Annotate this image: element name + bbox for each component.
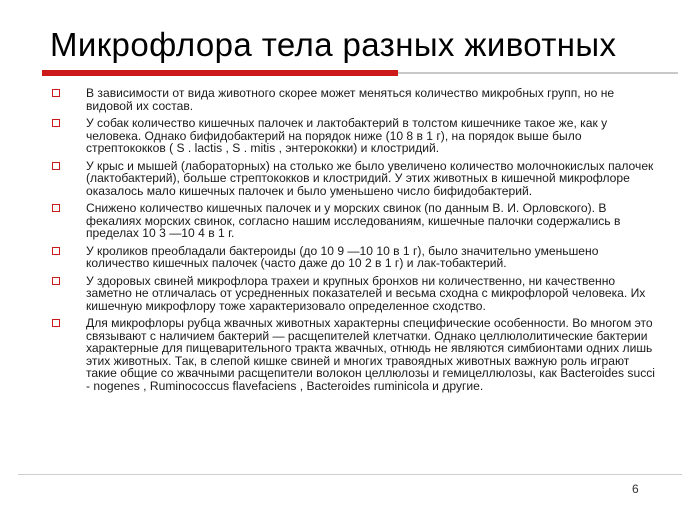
page-number: 6 <box>632 482 639 496</box>
bullet-text: Снижено количество кишечных палочек и у морских свинок (по данным В. И. Орловского). В фекалиях морских свинок, согласно нашим исследованиям, кишечные палочки содержались в пределах 10 3 —10 4 в 1 г. <box>86 201 621 240</box>
footer-divider <box>18 474 682 475</box>
bullet-list <box>52 87 662 397</box>
hollow-square-icon <box>52 247 60 255</box>
bullet-text: У собак количество кишечных палочек и лактобактерий в толстом кишечнике такое же, как у человека. Однако бифидобактерий на порядок ниже (10 8 в 1 г), на порядок выше было стрептококков ( S . lactis , S . mitis , энтерококки) и клостридий. <box>86 116 608 155</box>
bullet-item <box>52 160 662 198</box>
title-underline <box>0 70 700 76</box>
hollow-square-icon <box>52 119 60 127</box>
title-underline-line <box>398 72 678 74</box>
bullet-item <box>52 87 662 112</box>
bullet-item <box>52 275 662 313</box>
bullet-text: У здоровых свиней микрофлора трахеи и крупных бронхов ни количественно, ни качественно заметно не отличалась от усредненных показателей и весьма сходна с микрофлорой человека. Их кишечную микрофлору тоже характеризовало определенное сходство. <box>86 273 646 313</box>
title-underline-accent <box>42 70 398 76</box>
bullet-item <box>52 317 662 392</box>
bullet-item <box>52 202 662 240</box>
bullet-text: В зависимости от вида животного скорее может меняться количество микробных групп, но не видовой их состав. <box>86 86 615 113</box>
bullet-text: У крыс и мышей (лабораторных) на столько же было увеличено количество молочнокислых палочек (лактобактерий), больше стрептококков и клостридий. У этих животных в кишечной микрофлоре оказалось мало кишечных палочек и было уменьшено число бифидобактерий. <box>86 158 654 198</box>
bullet-item <box>52 245 662 270</box>
hollow-square-icon <box>52 277 60 285</box>
hollow-square-icon <box>52 319 60 327</box>
slide-title: Микрофлора тела разных животных <box>50 26 617 63</box>
hollow-square-icon <box>52 162 60 170</box>
bullet-text: Для микрофлоры рубца жвачных животных характерны специфические особенности. Во многом это связывают с наличием бактерий — расщепителей клетчатки. Однако целлюлолитические бактерии характерные для пищеварительного тракта жвачных, отнюдь не являются симбионтами одних лишь этих животных. Так, в слепой кишке свиней и многих травоядных животных важную роль играют такие общие со жвачными расщепители волокон целлюлозы и гемицеллюлозы, как Bacteroides succi - nogenes , Ruminococcus flavefaciens , Bacteroides ruminicola и другие. <box>86 316 655 393</box>
bullet-item <box>52 117 662 155</box>
bullet-text: У кроликов преобладали бактероиды (до 10 9 —10 10 в 1 г), было значительно уменьшено количество кишечных палочек (часто даже до 10 2 в 1 г) и лак-тобактерий. <box>86 243 599 270</box>
hollow-square-icon <box>52 204 60 212</box>
hollow-square-icon <box>52 89 60 97</box>
